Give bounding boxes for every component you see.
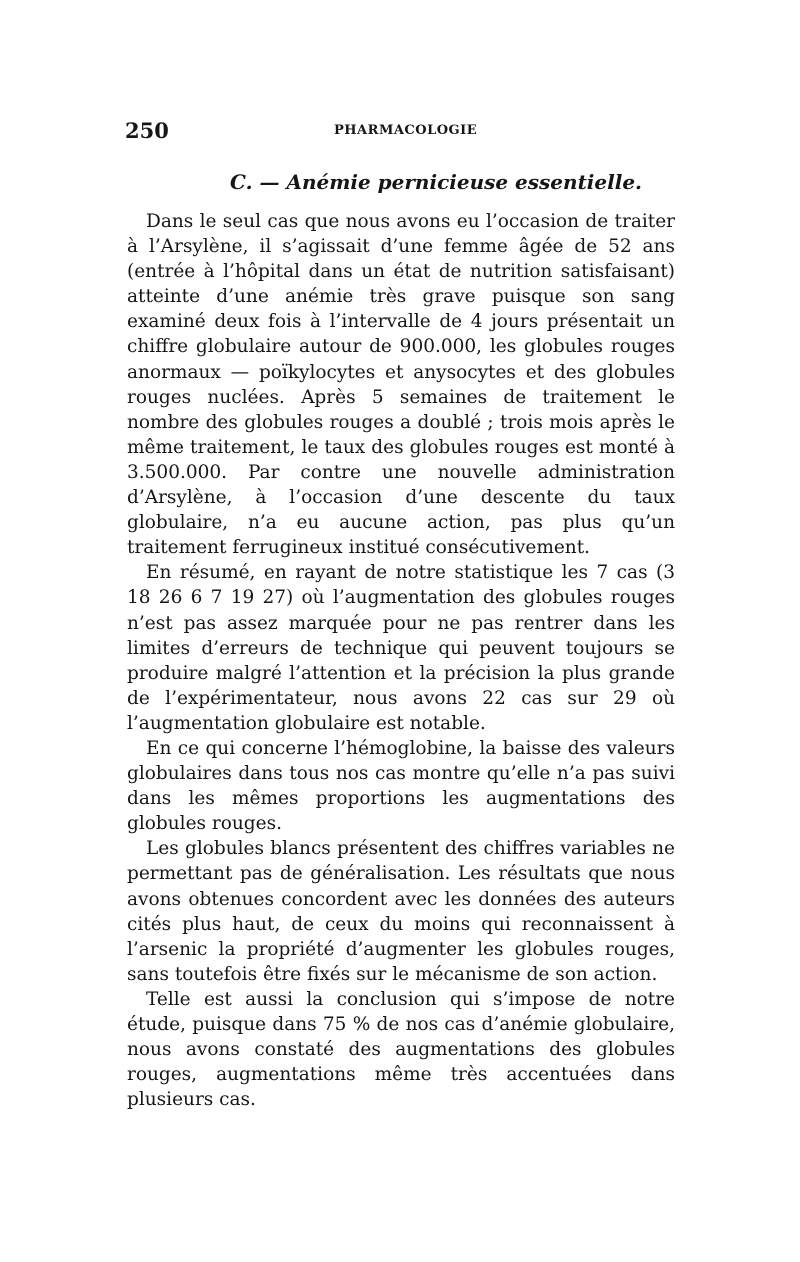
running-head-title: PHARMACOLOGIE [334,123,478,138]
body-text [127,209,675,1112]
paragraph-2: En résumé, en rayant de notre statistique les 7 cas (3 18 26 6 7 19 27) où l’augmentation des globules rouges n’est pas assez marquée pour ne pas rentrer dans les limites d’erreurs de technique qui peuvent toujours se produire malgré l’attention et la précision la plus grande de l’expérimentateur, nous avons 22 cas sur 29 où l’augmentation globulaire est notable. [127,562,675,734]
paragraph-4: Les globules blancs présentent des chiffres variables ne permettant pas de généralisation. Les résultats que nous avons obtenues concordent avec les données des auteurs cités plus haut, de ceux du moins qui reconnaissent à l’arsenic la propriété d’augmenter les globules rouges, sans toutefois être fixés sur le mécanisme de son action. [127,838,675,985]
paragraph-3: En ce qui concerne l’hémoglobine, la baisse des valeurs globulaires dans tous nos cas montre qu’elle n’a pas suivi dans les mêmes proportions les augmentations des globules rouges. [127,737,675,835]
paragraph-1: Dans le seul cas que nous avons eu l’occasion de traiter à l’Arsylène, il s’agissait d’une femme âgée de 52 ans (entrée à l’hôpital dans un état de nutrition satisfaisant) atteinte d’une anémie très grave puisque son sang examiné deux fois à l’intervalle de 4 jours présentait un chiffre globulaire autour de 900.000, les globules rouges anormaux — poïkylocytes et anysocytes et des globules rouges nuclées. Après 5 semaines de traitement le nombre des globules rouges a doublé ; trois mois après le même traitement, le taux des globules rouges est monté à 3.500.000. Par contre une nouvelle administration d’Arsylène, à l’occasion d’une descente du taux globulaire, n’a eu aucune action, pas plus qu’un traitement ferrugineux institué consécutivement. [127,211,675,559]
paragraph-5: Telle est aussi la conclusion qui s’impose de notre étude, puisque dans 75 % de nos cas d’anémie globulaire, nous avons constaté des augmentations des globules rouges, augmentations même très accentuées dans plusieurs cas. [127,988,675,1111]
section-title: C. — Anémie pernicieuse essentielle. [230,170,643,194]
page-number: 250 [125,118,169,143]
running-head [125,118,685,148]
